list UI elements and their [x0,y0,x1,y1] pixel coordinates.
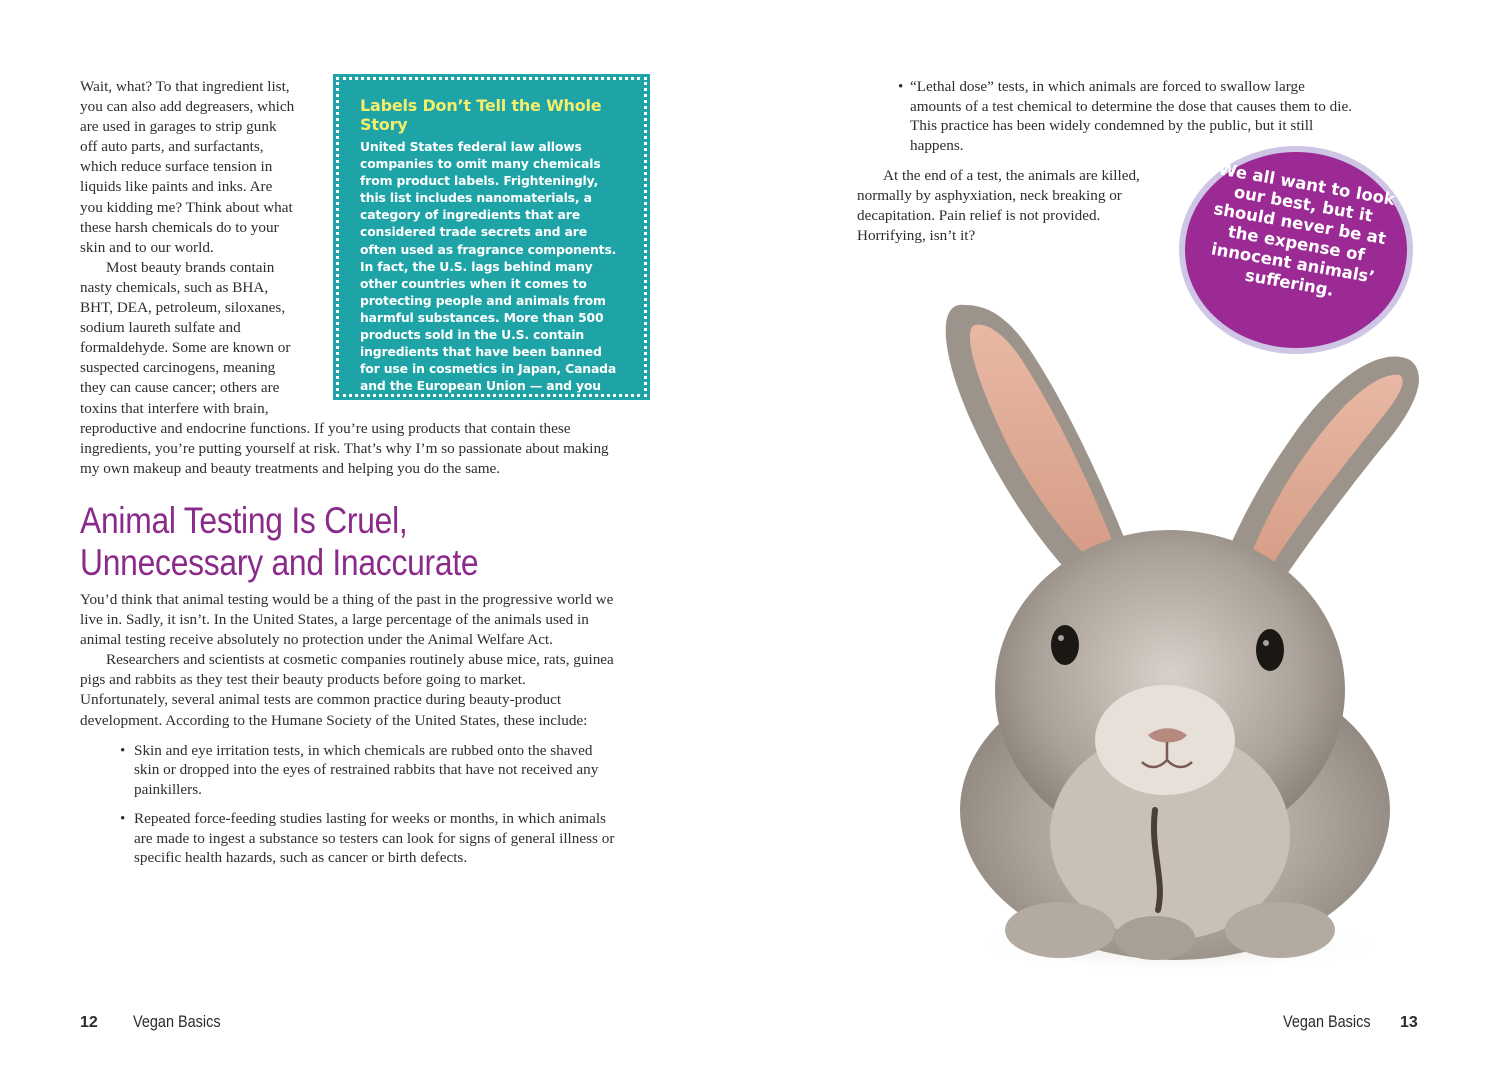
bullet-text: Skin and eye irritation tests, in which chemicals are rubbed onto the shaved skin or dropped into the eyes of restrained rabbits that have not received any painkillers. [134,741,599,798]
list-item [898,77,1358,155]
sidebar-body: United States federal law allows companies to omit many chemicals from product labels. Frighteningly, this list includes nanomaterials, a category of ingredients that are considered trade secrets and are often used as fragrance components. In fact, the U.S. lags behind many other countries when it comes to protecting people and animals from harmful substances. More than 500 products sold in the U.S. contain ingredients that have been banned for use in cosmetics in Japan, Canada and the European Union — and you might be using them every day. [360,139,617,411]
lethal-dose-bullet-list [898,77,1358,155]
section-heading-line-1: Animal Testing Is Cruel, [80,500,408,541]
section-paragraph-1: You’d think that animal testing would be a thing of the past in the progressive world we live in. Sadly, it isn’t. In the United States, a large percentage of the animals used in animal testing receive absolutely no protection under the Animal Welfare Act. [80,591,614,649]
animal-testing-section [80,590,615,878]
running-head: Vegan Basics [1283,1012,1371,1031]
bullet-text: “Lethal dose” tests, in which animals are forced to swallow large amounts of a test chemical to determine the dose that causes them to die. This practice has been widely condemned by the public, but it still happens. [910,78,1352,154]
labels-sidebar-box [336,77,647,411]
section-heading [80,500,639,584]
sidebar-title: Labels Don’t Tell the Whole Story [360,96,602,134]
running-head: Vegan Basics [133,1012,221,1031]
right-paragraph: At the end of a test, the animals are killed, normally by asphyxiation, neck breaking or decapitation. Pain relief is not provided. Horrifying, isn’t it? [857,167,1140,245]
bullet-text: Repeated force-feeding studies lasting for weeks or months, in which animals are made to ingest a substance so testers can look for signs of general illness or specific health hazards, such as cancer or birth defects. [134,810,615,867]
page-number: 12 [80,1014,98,1031]
quote-bubble [1185,152,1407,348]
testing-bullet-list [80,741,615,868]
right-page [750,0,1500,1071]
bullet-icon: • [120,741,126,759]
bullet-icon: • [898,78,904,95]
quote-text: We all want to look our best, but it should never be at the expense of innocent animals’ suffering. [1209,159,1397,300]
intro-paragraph-1: Wait, what? To that ingredient list, you can also add degreasers, which are used in garages to strip gunk off auto parts, and surfactants, which reduce surface tension in liquids like paints and inks. Are you kidding me? Think about what these harsh chemicals do to your skin and to our world. [80,78,295,256]
section-heading-line-2: Unnecessary and Inaccurate [80,542,479,583]
right-footer [1250,1012,1420,1036]
page-number: 13 [1400,1014,1418,1031]
section-paragraph-2: Researchers and scientists at cosmetic companies routinely abuse mice, rats, guinea pigs and rabbits as they test their beauty products before going to market. Unfortunately, several animal tests are common practice during beauty-product development. According to the Humane Society of the United States, these include: [80,651,614,729]
list-item [120,809,615,868]
rabbit-photo [910,290,1430,990]
list-item [120,741,615,800]
intro-paragraph-2: Most beauty brands contain nasty chemicals, such as BHA, BHT, DEA, petroleum, siloxanes, sodium laureth sulfate and formaldehyde. Some are known or suspected carcinogens, meaning they can cause cancer; others are toxins that interfere with brain, reproductive and endocrine functions. If you’re using products that contain these ingredients, you’re putting yourself at risk. That’s why I’m so passionate about making my own makeup and beauty treatments and helping you do the same. [80,258,609,477]
bullet-icon: • [120,810,126,828]
